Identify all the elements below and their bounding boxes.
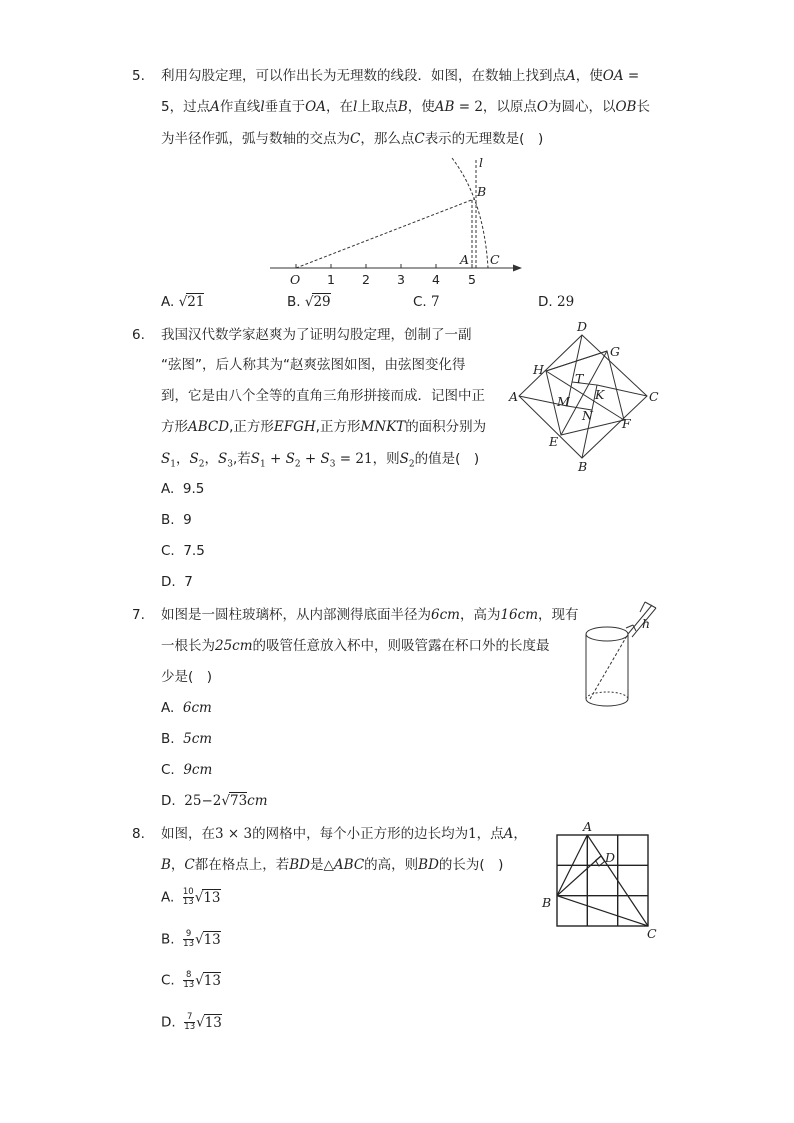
- q6-label-K: K: [595, 387, 605, 402]
- q7-label-h: h: [642, 616, 651, 631]
- q7-option-c[interactable]: C. 9cm: [161, 762, 213, 778]
- q7-option-a[interactable]: A. 6cm: [161, 700, 212, 716]
- q5-option-b[interactable]: B. √29: [287, 294, 331, 310]
- q5-label-O: O: [290, 272, 301, 287]
- q7-line-2: 一根长为25cm的吸管任意放入杯中，则吸管露在杯口外的长度最: [161, 638, 550, 654]
- q5-tick-5: 5: [468, 272, 476, 287]
- q5-option-a[interactable]: A. √21: [161, 294, 205, 310]
- q5-option-d[interactable]: D. 29: [538, 294, 575, 310]
- q6-line-4: 方形ABCD,正方形EFGH,正方形MNKT的面积分别为: [161, 419, 487, 435]
- q8-label-A: A: [583, 819, 593, 834]
- q6-number: 6.: [132, 327, 145, 343]
- q6-label-T: T: [575, 371, 584, 386]
- q5-label-l: l: [479, 155, 483, 170]
- q8-label-B: B: [542, 895, 552, 910]
- q7-option-b[interactable]: B. 5cm: [161, 731, 213, 747]
- q6-line-3: 到，它是由八个全等的直角三角形拼接而成．记图中正: [161, 388, 485, 404]
- q8-line-2: B，C都在格点上，若BD是△ABC的高，则BD的长为( ): [161, 857, 504, 873]
- q6-label-E: E: [549, 434, 559, 449]
- q6-label-H: H: [533, 362, 544, 377]
- q8-option-d[interactable]: D. $\frac{7}{13}$ √13: [161, 1012, 222, 1032]
- q5-label-B: B: [477, 184, 487, 199]
- q5-tick-3: 3: [397, 272, 405, 287]
- q8-line-1: 如图，在3 × 3的网格中，每个小正方形的边长均为1，点A，: [161, 826, 527, 842]
- q8-number: 8.: [132, 826, 145, 842]
- q8-label-C: C: [647, 926, 657, 941]
- q6-label-B: B: [578, 459, 588, 474]
- q5-line-3: 为半径作弧，弧与数轴的交点为C，那么点C表示的无理数是( ): [161, 131, 544, 147]
- q6-option-d[interactable]: D. 7: [161, 574, 193, 590]
- q6-label-G: G: [610, 344, 620, 359]
- q5-line-2: 5，过点A作直线l垂直于OA，在l上取点B，使AB = 2，以原点O为圆心，以OB长: [161, 99, 650, 115]
- q5-tick-1: 1: [327, 272, 335, 287]
- q6-option-b[interactable]: B. 9: [161, 512, 192, 528]
- q5-label-C: C: [490, 252, 500, 267]
- q8-option-b[interactable]: B. $\frac{9}{13}$ √13: [161, 929, 221, 949]
- q5-label-A: A: [460, 252, 470, 267]
- q5-tick-2: 2: [362, 272, 370, 287]
- q6-label-M: M: [557, 394, 570, 409]
- q7-line-3: 少是( ): [161, 669, 213, 685]
- q7-line-1: 如图是一圆柱玻璃杯，从内部测得底面半径为6cm，高为16cm，现有: [161, 607, 579, 623]
- q6-label-F: F: [622, 416, 631, 431]
- q6-option-c[interactable]: C. 7.5: [161, 543, 205, 559]
- q6-label-C: C: [649, 389, 659, 404]
- q5-tick-4: 4: [432, 272, 440, 287]
- q8-option-c[interactable]: C. $\frac{8}{13}$ √13: [161, 970, 221, 990]
- q6-line-1: 我国汉代数学家赵爽为了证明勾股定理，创制了一副: [161, 327, 472, 343]
- q6-label-D: D: [577, 319, 588, 334]
- q6-line-5: $S_1$，$S_2$，$S_3$,若$S_1 + S_2 + S_3 = 21$，则$S_2$的值是( ): [161, 451, 480, 470]
- q5-number: 5.: [132, 68, 145, 84]
- q6-label-A: A: [509, 389, 519, 404]
- q5-option-c[interactable]: C. 7: [413, 294, 440, 310]
- q6-option-a[interactable]: A. 9.5: [161, 481, 205, 497]
- q6-line-2: “弦图”，后人称其为“赵爽弦图如图，由弦图变化得: [161, 357, 466, 373]
- q8-option-a[interactable]: A. $\frac{10}{13}$ √13: [161, 887, 221, 907]
- q5-line-1: 利用勾股定理，可以作出长为无理数的线段．如图，在数轴上找到点A，使OA =: [161, 68, 640, 84]
- q6-label-N: N: [582, 408, 593, 423]
- q7-option-d[interactable]: D. 25−2√73cm: [161, 793, 268, 809]
- q7-number: 7.: [132, 607, 145, 623]
- q8-label-D: D: [605, 850, 616, 865]
